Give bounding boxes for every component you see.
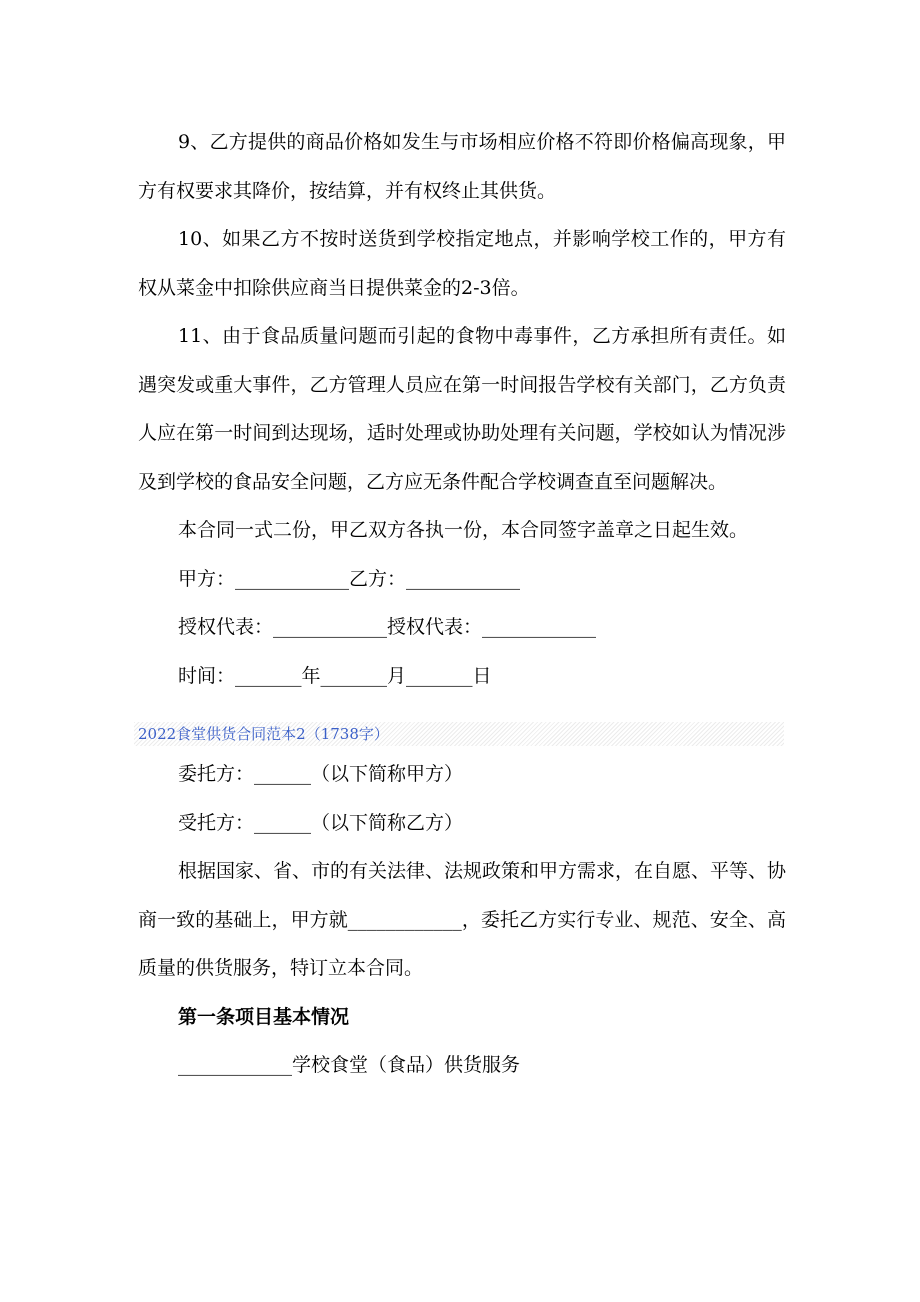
agent-party-line: 受托方：______（以下简称乙方） [178, 811, 464, 834]
clause-11: 11、由于食品质量问题而引起的食物中毒事件，乙方承担所有责任。如遇突发或重大事件，乙方管理人员应在第一时间报告学校有关部门，乙方负责人应在第一时间到达现场，适时处理或协助处理有关问题，学校如认为情况涉及到学校的食品安全问题，乙方应无条件配合学校调查直至问题解决。 [138, 325, 786, 493]
signature-party-line: 甲方：____________乙方：____________ [178, 567, 521, 590]
document-content [138, 118, 786, 1090]
signature-representative-line: 授权代表：____________授权代表：____________ [178, 616, 597, 638]
clause-9: 9、乙方提供的商品价格如发生与市场相应价格不符即价格偏高现象，甲方有权要求其降价，按结算，并有权终止其供货。 [138, 131, 786, 202]
section-title: 2022食堂供货合同范本2（1738字） [134, 722, 784, 746]
copies-clause: 本合同一式二份，甲乙双方各执一份，本合同签字盖章之日起生效。 [178, 519, 749, 541]
signature-date-line: 时间：_______年_______月_______日 [178, 664, 492, 687]
article-1-line: ____________学校食堂（食品）供货服务 [178, 1054, 521, 1076]
article-1-heading: 第一条项目基本情况 [178, 1005, 350, 1028]
principal-party-line: 委托方：______（以下简称甲方） [178, 763, 464, 785]
intro-paragraph: 根据国家、省、市的有关法律、法规政策和甲方需求，在自愿、平等、协商一致的基础上，甲方就____________，委托乙方实行专业、规范、安全、高质量的供货服务，特订立本合同。 [138, 860, 787, 979]
clause-10: 10、如果乙方不按时送货到学校指定地点，并影响学校工作的，甲方有权从菜金中扣除供应商当日提供菜金的2-3倍。 [138, 228, 786, 299]
